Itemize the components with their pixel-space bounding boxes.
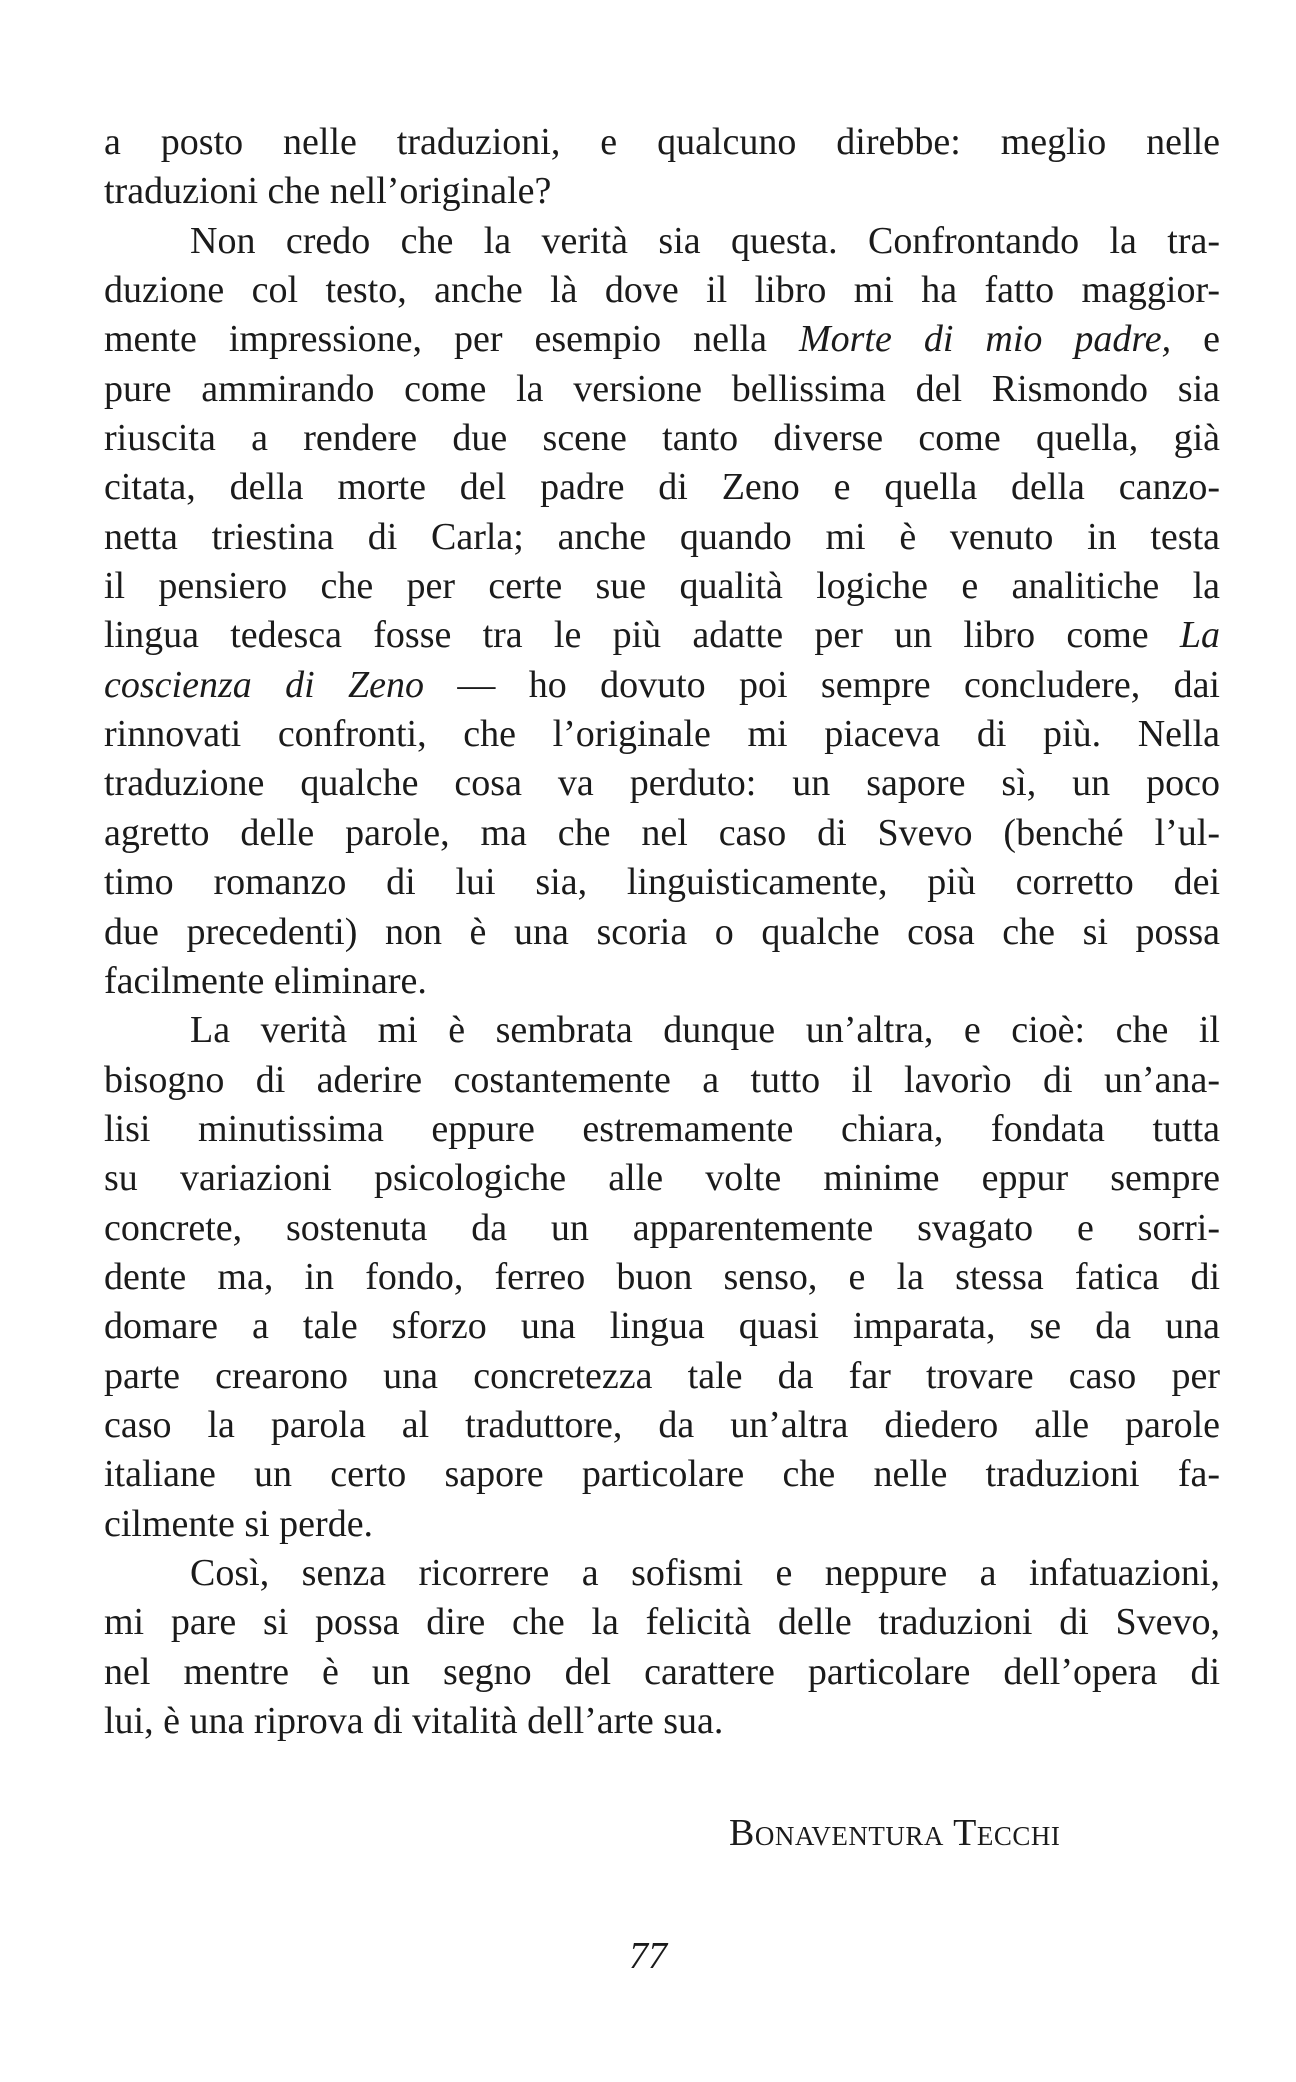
text-line: facilmente eliminare. [104, 959, 427, 1002]
text-line: caso la parola al traduttore, da un’altra diedero alle parole [104, 1403, 1220, 1446]
text-line: parte crearono una concretezza tale da far trovare caso per [104, 1354, 1220, 1397]
text-line [104, 315, 1220, 364]
text-line: su variazioni psicologiche alle volte minime eppur sempre [104, 1157, 1220, 1200]
text-line: lui, è una riprova di vitalità dell’arte sua. [104, 1700, 724, 1742]
text-span: mente impressione, per esempio nella [104, 318, 799, 361]
text-span: — ho dovuto poi sempre concludere, dai [424, 663, 1220, 706]
text-line: dente ma, in fondo, ferreo buon senso, e la stessa fatica di [104, 1255, 1220, 1298]
text-line: agretto delle parole, ma che nel caso di Svevo (benché l’ul- [104, 811, 1220, 854]
page-number: 77 [629, 1935, 667, 1977]
text-line: traduzione qualche cosa va perduto: un sapore sì, un poco [104, 762, 1220, 805]
text-line: mi pare si possa dire che la felicità delle traduzioni di Svevo, [104, 1601, 1220, 1644]
text-line: due precedenti) non è una scoria o qualche cosa che si possa [104, 910, 1220, 953]
text-line: cilmente si perde. [104, 1502, 374, 1545]
italic-title: La [1179, 614, 1220, 657]
italic-title: Morte di mio padre, [798, 318, 1172, 361]
text-line: duzione col testo, anche là dove il libro mi ha fatto maggior- [104, 269, 1220, 312]
text-line: citata, della morte del padre di Zeno e quella della canzo- [104, 466, 1220, 509]
text-line: riuscita a rendere due scene tanto diverse come quella, già [104, 417, 1220, 460]
text-line: Così, senza ricorrere a sofismi e neppure a infatuazioni, [190, 1551, 1220, 1594]
text-line: netta triestina di Carla; anche quando mi è venuto in testa [104, 515, 1220, 558]
text-line: a posto nelle traduzioni, e qualcuno direbbe: meglio nelle [104, 121, 1220, 163]
text-line: italiane un certo sapore particolare che nelle traduzioni fa- [104, 1453, 1220, 1496]
text-line [104, 661, 1220, 710]
text-line: nel mentre è un segno del carattere particolare dell’opera di [104, 1650, 1220, 1693]
text-line: concrete, sostenuta da un apparentemente svagato e sorri- [104, 1206, 1220, 1249]
italic-title: coscienza di Zeno [104, 663, 425, 706]
text-span: lingua tedesca fosse tra le più adatte per un libro come [104, 614, 1180, 657]
text-line: domare a tale sforzo una lingua quasi imparata, se da una [104, 1305, 1220, 1348]
text-span: e [1171, 318, 1220, 361]
text-line: timo romanzo di lui sia, linguisticamente, più corretto dei [104, 861, 1220, 904]
text-line: pure ammirando come la versione bellissima del Rismondo sia [104, 367, 1220, 410]
text-line: lisi minutissima eppure estremamente chiara, fondata tutta [104, 1107, 1220, 1150]
text-line: Non credo che la verità sia questa. Confrontando la tra- [190, 219, 1220, 262]
text-line: La verità mi è sembrata dunque un’altra, e cioè: che il [190, 1009, 1220, 1052]
author-signature: Bonaventura Tecchi [729, 1812, 1061, 1854]
body-text [104, 118, 1220, 1746]
text-line: rinnovati confronti, che l’originale mi piaceva di più. Nella [104, 713, 1220, 756]
text-line [104, 611, 1220, 660]
text-line: bisogno di aderire costantemente a tutto il lavorìo di un’ana- [104, 1058, 1220, 1101]
text-line: traduzioni che nell’originale? [104, 170, 552, 213]
text-line: il pensiero che per certe sue qualità logiche e analitiche la [104, 565, 1220, 608]
